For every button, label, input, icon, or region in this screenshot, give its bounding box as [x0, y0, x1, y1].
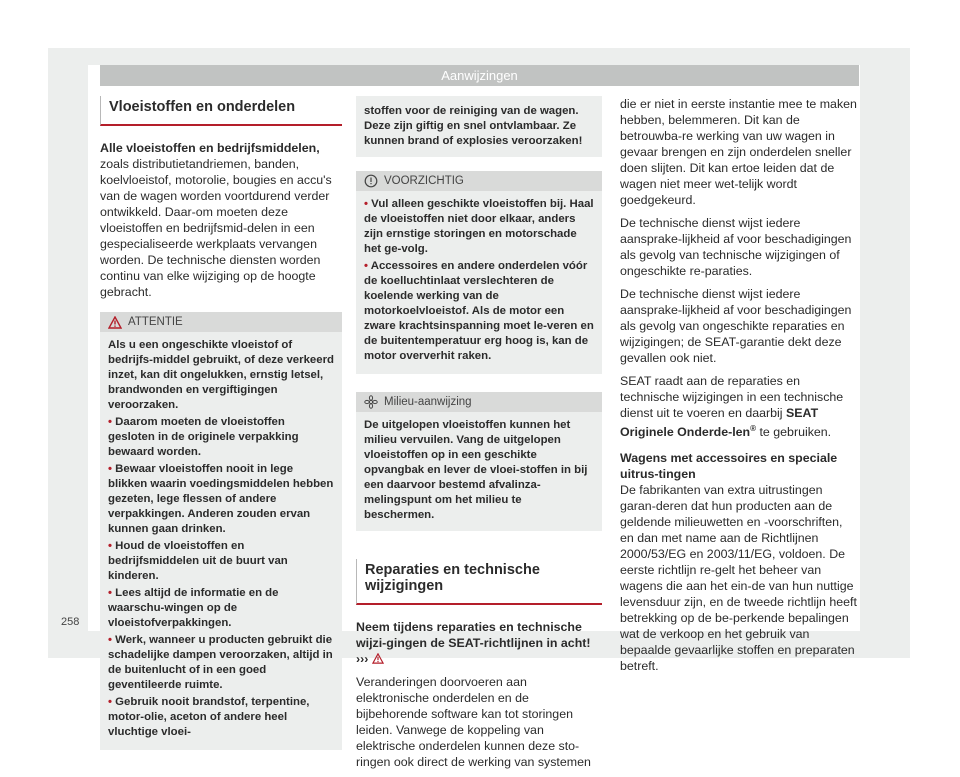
repairs-paragraph: De technische dienst wijst iedere aansprake-lijkheid af voor beschadigingen als gevolg van technische wijzigingen of ongeschikte re-paraties. — [620, 216, 852, 278]
repairs-paragraph: SEAT raadt aan de reparaties en technische wijzigingen in een technische dienst uit te voeren en daarbij SEAT Originele Onderde-len® te gebruiken. — [620, 374, 844, 440]
page-number: 258 — [61, 616, 80, 628]
voorzichtig-bullet: • Accessoires en andere onderdelen vóór de koelluchtinlaat verslechteren de koelende werking van de motorkoelvloeistof. Als de motor een zware krachtsinspanning moet le-veren en de buitentemperatuur erg hoog is, kan de motor oververhit raken. — [364, 260, 594, 362]
column-2 — [356, 96, 602, 777]
repairs-lead: Neem tijdens reparaties en technische wijzi-gingen de SEAT-richtlijnen in acht! ››› — [356, 620, 591, 666]
chapter-header: Aanwijzingen — [100, 65, 859, 86]
voorzichtig-box — [356, 171, 602, 374]
voorzichtig-bullet: • Vul alleen geschikte vloeistoffen bij. Haal de vloeistoffen niet door elkaar, anders zijn ernstige storingen en motorschade het ge-volg. — [364, 198, 594, 255]
attentie-continuation: stoffen voor de reiniging van de wagen. Deze zijn giftig en snel ontvlambaar. Ze kunnen brand of explosies veroorzaken! — [364, 105, 583, 147]
voorzichtig-body — [356, 191, 602, 374]
environment-flower-icon — [364, 395, 378, 409]
attentie-header: ATTENTIE — [100, 312, 342, 332]
fluids-intro: Alle vloeistoffen en bedrijfsmiddelen, zoals distributietandriemen, banden, koelvloeistof, motorolie, bougies en accu's van de wagen worden voortdurend verder ontwikkeld. Daar-om moeten deze vloeistoffen en bedrijfsmid-delen in een gespecialiseerde werkplaats vervangen worden. De technische diensten worden continu van elke wijziging op de hoogte gebracht. — [100, 141, 332, 299]
caution-circle-icon — [364, 174, 378, 188]
attentie-bullet: • Gebruik nooit brandstof, terpentine, motor-olie, aceton of andere heel vluchtige vloei- — [108, 696, 310, 738]
attentie-body — [100, 332, 342, 750]
attentie-continuation-box — [356, 96, 602, 157]
milieu-header: Milieu-aanwijzing — [356, 392, 602, 412]
repairs-paragraph: die er niet in eerste instantie mee te maken hebben, belemmeren. Dit kan de betrouwba-re werking van uw wagen in gevaar brengen en zijn onderdelen sneller doen slijten. Dit kan ertoe leiden dat de wagen niet meer wet-telijk wordt goedgekeurd. — [620, 97, 857, 207]
section-title-repairs: Reparaties en technische wijzigingen — [356, 559, 602, 605]
repairs-paragraph: Veranderingen doorvoeren aan elektronische onderdelen en de bijbehorende software kan tot storingen leiden. Vanwege de koppeling van elektrische onderdelen kunnen deze sto-ringen ook direct de werking van systemen — [356, 675, 591, 769]
milieu-body: De uitgelopen vloeistoffen kunnen het milieu vervuilen. Vang de uitgelopen vloeistoffen op in een geschikte opvangbak en lever de vloei-stoffen in bij een daarvoor bestemd afvalinza-melingspunt om het milieu te beschermen. — [364, 419, 588, 521]
milieu-box — [356, 392, 602, 531]
attentie-bullet: • Daarom moeten de vloeistoffen gesloten in de originele verpakking bewaard worden. — [108, 416, 299, 458]
subheading-accessories: Wagens met accessoires en speciale uitrus-tingen — [620, 451, 838, 482]
column-1 — [100, 96, 342, 750]
attentie-bullet: • Lees altijd de informatie en de waarschu-wingen op de vloeistofverpakkingen. — [108, 587, 279, 629]
repairs-paragraph: De fabrikanten van extra uitrustingen garan-deren dat hun producten aan de geldende milieuwetten en -voorschriften, en dan met name aan de Richtlijnen 2000/53/EG en 2003/11/EG, voldoen. De eerste richtlijn re-gelt het beheer van wagens die aan het ein-de van hun nuttige levensduur zijn, en de tweede richtlijn heeft betrekking op de be-perkende bepalingen wat de verkoop en het gebruik van bepaalde gevaarlijke stoffen en preparaten betreft. — [620, 483, 857, 674]
attentie-bullet: • Werk, wanneer u producten gebruikt die schadelijke dampen veroorzaken, altijd in de buitenlucht of in een goed geventileerde ruimte. — [108, 634, 333, 691]
attentie-intro: Als u een ongeschikte vloeistof of bedrijfs-middel gebruikt, of deze verkeerd inzet, kan dit ongelukken, ernstig letsel, brandwonden en vergiftigingen veroorzaken. — [108, 339, 334, 411]
attentie-bullet: • Houd de vloeistoffen en bedrijfsmiddelen uit de buurt van kinderen. — [108, 540, 288, 582]
attentie-bullet: • Bewaar vloeistoffen nooit in lege blikken waarin voedingsmiddelen hebben gezeten, lege flessen of andere verpakkingen. Anderen zouden ervan kunnen gaan drinken. — [108, 463, 334, 535]
column-3 — [620, 96, 858, 681]
attentie-box — [100, 312, 342, 750]
warning-triangle-icon — [108, 315, 122, 329]
section-title-fluids: Vloeistoffen en onderdelen — [100, 96, 342, 126]
voorzichtig-header: VOORZICHTIG — [356, 171, 602, 191]
warning-triangle-icon — [372, 653, 384, 664]
repairs-paragraph: De technische dienst wijst iedere aansprake-lijkheid af voor beschadigingen als gevolg van ongeschikte reparaties en wijzigingen; de SEAT-garantie dekt deze gevallen ook niet. — [620, 287, 852, 365]
